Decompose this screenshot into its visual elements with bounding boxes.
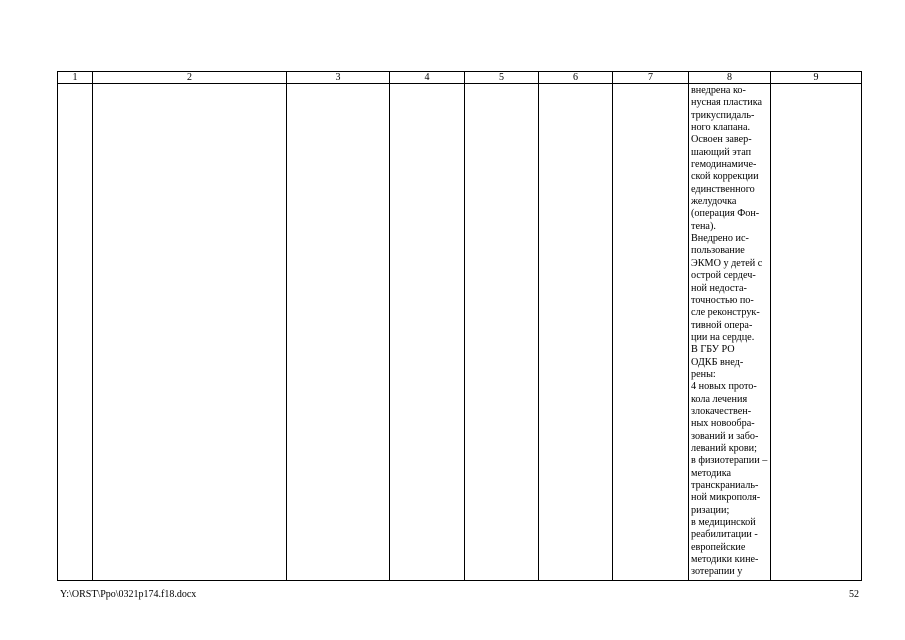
cell-text-line: сле реконструк-	[691, 307, 760, 319]
column-header-1: 1	[58, 72, 93, 84]
header-row	[58, 72, 862, 84]
cell-text-line: европейские	[691, 541, 746, 553]
cell-text-line: тена).	[691, 220, 716, 232]
column-header-6: 6	[539, 72, 613, 84]
cell-text-line: единственного	[691, 183, 755, 195]
cell-text-line: ской коррекции	[691, 171, 759, 183]
cell-text-line: ЭКМО у детей с	[691, 257, 763, 269]
cell-text-line: ОДКБ внед-	[691, 356, 744, 368]
cell-col-4	[390, 84, 465, 581]
cell-col-8	[689, 84, 771, 581]
cell-text-line: транскраниаль-	[691, 480, 759, 491]
table-row	[58, 84, 862, 581]
footer-page-number: 52	[849, 589, 859, 600]
cell-text-line: злокачествен-	[691, 405, 752, 417]
cell-text-line: методика	[691, 467, 732, 479]
column-header-2: 2	[93, 72, 287, 84]
cell-text-line: в медицинской	[691, 517, 756, 529]
column-header-8: 8	[689, 72, 771, 84]
cell-text-line: внедрена ко-	[691, 85, 746, 96]
cell-text-line: желудочка	[691, 196, 737, 208]
cell-text-line: пользование	[691, 245, 745, 257]
cell-col-3	[287, 84, 390, 581]
cell-text-line: ной микрополя-	[691, 492, 761, 504]
cell-col-1	[58, 84, 93, 581]
column-header-9: 9	[771, 72, 862, 84]
cell-col-5	[465, 84, 539, 581]
cell-text-line: шающий этап	[691, 146, 752, 158]
cell-text-line: ной недоста-	[691, 282, 747, 294]
cell-col-9	[771, 84, 862, 581]
cell-col-2	[93, 84, 287, 581]
column-header-5: 5	[465, 72, 539, 84]
cell-text-line: 4 новых прото-	[691, 381, 757, 393]
cell-text-line: Освоен завер-	[691, 134, 752, 146]
column-header-4: 4	[390, 72, 465, 84]
cell-text-line: ции на сердце.	[691, 331, 755, 343]
cell-text-line: В ГБУ РО	[691, 344, 735, 356]
cell-text-line: в физиотерапии –	[691, 455, 768, 467]
cell-text-line: ризации;	[691, 504, 730, 516]
cell-text-line: кола лечения	[691, 393, 748, 405]
cell-text-line: методики кине-	[691, 554, 759, 566]
footer-file-path: Y:\ORST\Ppo\0321p174.f18.docx	[60, 589, 197, 600]
cell-text-line: рены:	[691, 368, 716, 380]
cell-text-line: нусная пластика	[691, 97, 763, 109]
document-table	[57, 71, 862, 581]
cell-text-line: точностью по-	[691, 294, 754, 306]
cell-text-line: трикуспидаль-	[691, 109, 755, 121]
cell-col-8-text	[689, 84, 770, 579]
cell-text-line: леваний крови;	[691, 442, 757, 454]
cell-text-line: зотерапии у	[691, 566, 743, 578]
cell-text-line: Внедрено ис-	[691, 233, 749, 245]
cell-text-line: ного клапана.	[691, 122, 751, 134]
cell-text-line: (операция Фон-	[691, 208, 760, 220]
cell-col-6	[539, 84, 613, 581]
cell-text-line: гемодинамиче-	[691, 159, 757, 171]
column-header-3: 3	[287, 72, 390, 84]
cell-text-line: ных новообра-	[691, 418, 755, 430]
column-header-7: 7	[613, 72, 689, 84]
cell-text-line: острой сердеч-	[691, 270, 756, 282]
cell-text-line: реабилитации -	[691, 529, 758, 541]
cell-text-line: зований и забо-	[691, 430, 759, 442]
cell-col-7	[613, 84, 689, 581]
cell-text-line: тивной опера-	[691, 319, 753, 331]
